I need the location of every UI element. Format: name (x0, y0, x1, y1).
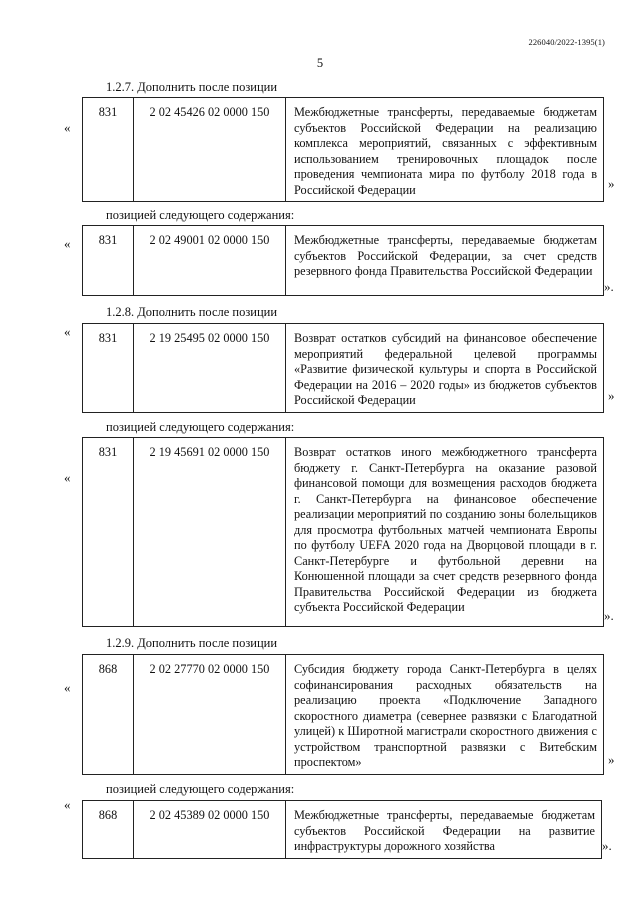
description-cell: Межбюджетные трансферты, передаваемые бюджетам субъектов Российской Федерации на реализацию комплекса мероприятий, связанных с эффективным использованием тренировочных площадок после проведения чемпионата мира по футболу 2018 года в Российской Федерации (286, 98, 604, 202)
close-quote: » (608, 388, 615, 403)
table-row (83, 226, 604, 296)
paragraph-following-content: позицией следующего содержания: (106, 782, 295, 796)
table-row (83, 438, 604, 627)
document-registration-number: 226040/2022-1395(1) (528, 37, 605, 47)
budget-code-cell: 2 19 25495 02 0000 150 (134, 324, 286, 413)
budget-code-cell: 2 02 49001 02 0000 150 (134, 226, 286, 296)
admin-code-cell: 868 (83, 655, 134, 775)
paragraph-1-2-9: 1.2.9. Дополнить после позиции (106, 636, 278, 650)
budget-code-cell: 2 02 27770 02 0000 150 (134, 655, 286, 775)
description-cell: Субсидия бюджету города Санкт-Петербурга в целях софинансирования расходных обязательств на реализацию проекта «Подключение Западного скоростного диаметра (севернее развязки с Благодатной улицей) к Широтной магистрали скоростного движения с устройством транспортной развязки с Витебским проспектом» (286, 655, 604, 775)
paragraph-1-2-8: 1.2.8. Дополнить после позиции (106, 305, 278, 319)
table-row (83, 98, 604, 202)
close-quote: » (608, 752, 615, 767)
paragraph-following-content: позицией следующего содержания: (106, 420, 295, 434)
admin-code-cell: 831 (83, 98, 134, 202)
table-position-5 (82, 654, 604, 775)
description-cell: Возврат остатков субсидий на финансовое обеспечение мероприятий федеральной целевой программы «Развитие физической культуры и спорта в Российской Федерации на 2016 – 2020 годы» из бюджетов субъектов Российской Федерации (286, 324, 604, 413)
table-position-6 (82, 800, 602, 859)
open-quote: « (64, 470, 71, 485)
paragraph-following-content: позицией следующего содержания: (106, 208, 295, 222)
table-position-4 (82, 437, 604, 627)
table-row (83, 801, 602, 859)
close-quote-period: ». (602, 838, 612, 853)
page-number: 5 (316, 56, 324, 70)
open-quote: « (64, 680, 71, 695)
open-quote: « (64, 797, 71, 812)
table-position-2 (82, 225, 604, 296)
close-quote: » (608, 176, 615, 191)
paragraph-1-2-7: 1.2.7. Дополнить после позиции (106, 80, 278, 94)
table-position-1 (82, 97, 604, 202)
budget-code-cell: 2 19 45691 02 0000 150 (134, 438, 286, 627)
admin-code-cell: 831 (83, 324, 134, 413)
open-quote: « (64, 120, 71, 135)
description-cell: Межбюджетные трансферты, передаваемые бюджетам субъектов Российской Федерации на развитие инфраструктуры дорожного хозяйства (286, 801, 602, 859)
admin-code-cell: 868 (83, 801, 134, 859)
admin-code-cell: 831 (83, 438, 134, 627)
admin-code-cell: 831 (83, 226, 134, 296)
open-quote: « (64, 236, 71, 251)
budget-code-cell: 2 02 45389 02 0000 150 (134, 801, 286, 859)
table-row (83, 324, 604, 413)
open-quote: « (64, 324, 71, 339)
table-position-3 (82, 323, 604, 413)
description-cell: Межбюджетные трансферты, передаваемые бюджетам субъектов Российской Федерации, за счет средств резервного фонда Правительства Российской Федерации (286, 226, 604, 296)
close-quote-period: ». (604, 608, 614, 623)
budget-code-cell: 2 02 45426 02 0000 150 (134, 98, 286, 202)
close-quote-period: ». (604, 279, 614, 294)
table-row (83, 655, 604, 775)
description-cell: Возврат остатков иного межбюджетного трансферта бюджету г. Санкт-Петербурга на оказание разовой финансовой помощи для возмещения расходов бюджета г. Санкт-Петербурга на финансовое обеспечение реализации мероприятий по созданию зоны болельщиков для просмотра футбольных матчей чемпионата Европы по футболу UEFA 2020 года на Дворцовой площади в г. Санкт-Петербурге и футбольной деревни на Конюшенной площади за счет средств резервного фонда Правительства Российской Федерации из бюджета субъекта Российской Федерации (286, 438, 604, 627)
